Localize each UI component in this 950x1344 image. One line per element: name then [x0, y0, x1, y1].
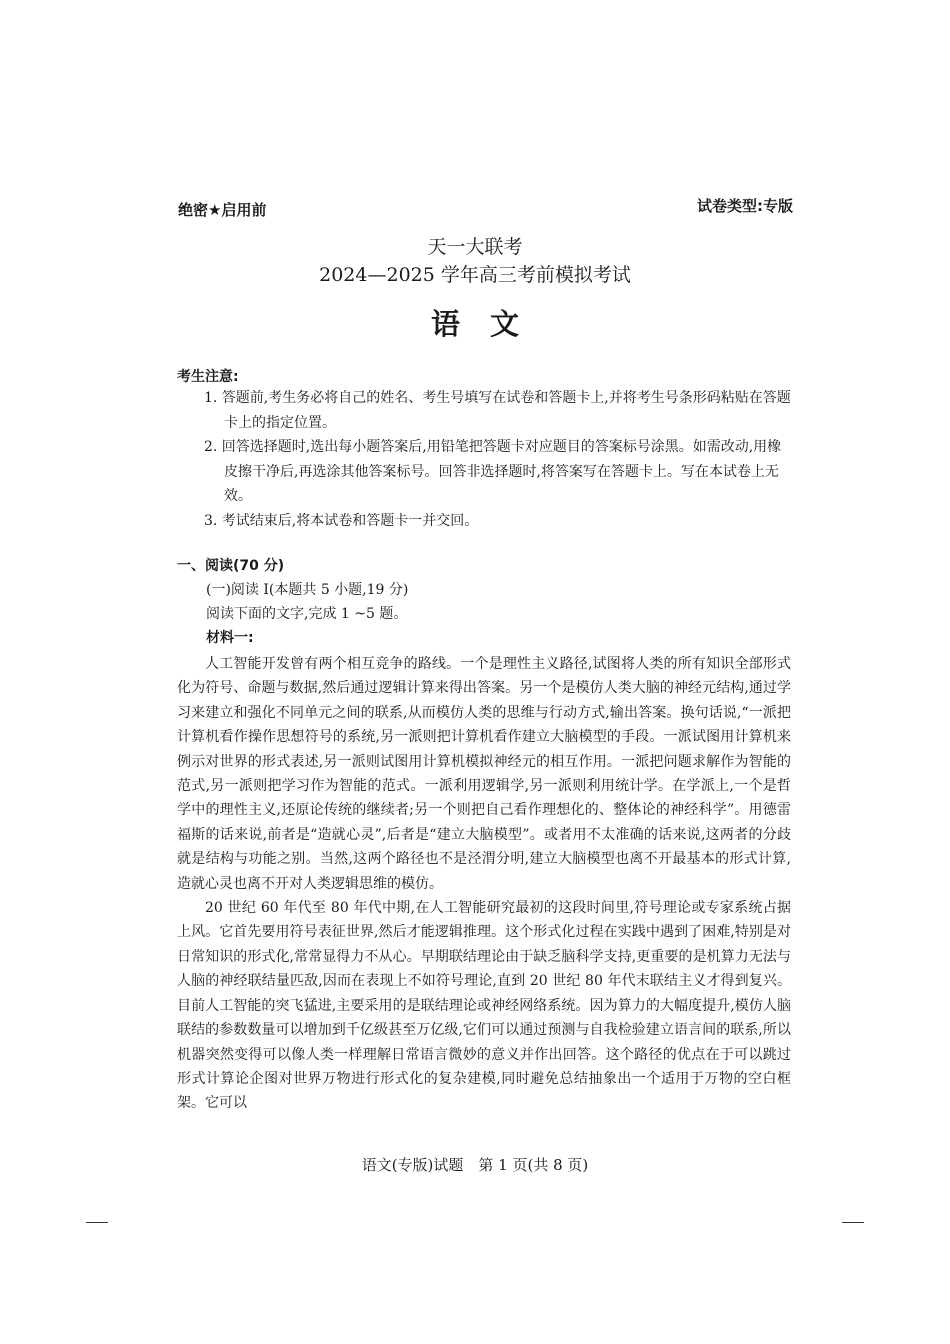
crop-mark-right — [842, 1222, 864, 1223]
material-paragraph: 20 世纪 60 年代至 80 年代中期,在人工智能研究最初的这段时间里,符号理论或专家系统占据上风。它首先要用符号表征世界,然后才能逻辑推理。这个形式化过程在实践中遇到了困难,特别是对日常知识的形式化,常常显得力不从心。早期联结理论由于缺乏脑科学支持,更重要的是机算力无法与人脑的神经联结量匹敌,因而在表现上不如符号理论,直到 20 世纪 80 年代末联结主义才得到复兴。目前人工智能的突飞猛进,主要采用的是联结理论或神经网络系统。因为算力的大幅度提升,模仿人脑联结的参数数量可以增加到千亿级甚至万亿级,它们可以通过预测与自我检验建立语言间的联系,所以机器突然变得可以像人类一样理解日常语言微妙的意义并作出回答。这个路径的优点在于可以跳过形式计算论企图对世界万物进行形式化的复杂建模,同时避免总结抽象出一个适用于万物的空白框架。它可以 — [177, 900, 791, 1112]
notice-list — [204, 386, 792, 533]
notice-item: 1. 答题前,考生务必将自己的姓名、考生号填写在试卷和答题卡上,并将考生号条形码粘贴在答题卡上的指定位置。 — [204, 390, 791, 431]
exam-name-title: 2024—2025 学年高三考前模拟考试 — [319, 264, 631, 286]
material-body — [177, 652, 791, 1116]
section-heading: 一、阅读(70 分) — [177, 558, 285, 574]
confidential-label: 绝密★启用前 — [178, 201, 267, 219]
material-paragraph: 人工智能开发曾有两个相互竞争的路线。一个是理性主义路径,试图将人类的所有知识全部形式化为符号、命题与数据,然后通过逻辑计算来得出答案。另一个是模仿人类大脑的神经元结构,通过学习来建立和强化不同单元之间的联系,从而模仿人类的思维与行动方式,输出答案。换句话说,“一派把计算机看作操作思想符号的系统,另一派则把计算机看作建立大脑模型的手段。一派试图用计算机来例示对世界的形式表述,另一派则试图用计算机模拟神经元的相互作用。一派把问题求解作为智能的范式,另一派则把学习作为智能的范式。一派利用逻辑学,另一派则利用统计学。在学派上,一个是哲学中的理性主义,还原论传统的继续者;另一个则把自己看作理想化的、整体论的神经科学”。用德雷福斯的话来说,前者是“造就心灵”,后者是“建立大脑模型”。或者用不太准确的话来说,这两者的分歧就是结构与功能之别。当然,这两个路径也不是泾渭分明,建立大脑模型也离不开最基本的形式计算,造就心灵也离不开对人类逻辑思维的模仿。 — [177, 656, 791, 892]
reading-instruction: 阅读下面的文字,完成 1 ~5 题。 — [206, 606, 408, 622]
notice-item: 2. 回答选择题时,选出每小题答案后,用铅笔把答题卡对应题目的答案标号涂黑。如需改动,用橡皮擦干净后,再选涂其他答案标号。回答非选择题时,将答案写在答题卡上。写在本试卷上无效。 — [204, 439, 782, 504]
notice-heading: 考生注意: — [177, 369, 239, 385]
paper-type-label: 试卷类型:专版 — [697, 197, 793, 215]
header-row — [178, 195, 793, 219]
notice-item: 3. 考试结束后,将本试卷和答题卡一并交回。 — [204, 512, 479, 529]
exam-organizer-title: 天一大联考 — [427, 236, 523, 258]
page-footer: 语文(专版)试题 第 1 页(共 8 页) — [361, 1156, 589, 1174]
material-label: 材料一: — [206, 630, 254, 646]
crop-mark-left — [86, 1222, 108, 1223]
section-subheading: (一)阅读 I(本题共 5 小题,19 分) — [206, 582, 409, 598]
subject-title: 语文 — [430, 307, 549, 341]
